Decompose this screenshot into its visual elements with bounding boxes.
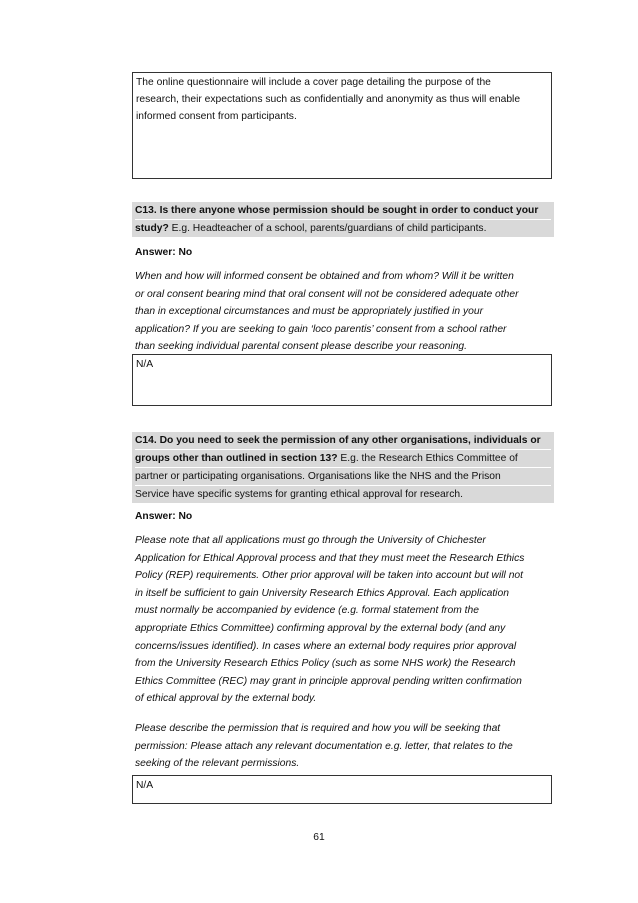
c14-note-line: of ethical approval by the external body.	[135, 693, 317, 705]
c14-note-line: Policy (REP) requirements. Other prior approval will be taken into account but will not	[135, 570, 524, 582]
c13-heading-example: E.g. Headteacher of a school, parents/guardians of child participants.	[168, 223, 487, 234]
box1-line: informed consent from participants.	[136, 111, 297, 122]
c14-note-line: must normally be accompanied by evidence (e.g. formal statement from the	[135, 605, 479, 617]
c14-note-line: from the University Research Ethics Policy (such as some NHS work) the Research	[135, 658, 516, 670]
c14-describe-line: permission: Please attach any relevant documentation e.g. letter, that relates to the	[135, 740, 513, 752]
c13-instruction-line: than in exceptional circumstances and must be appropriately justified in your	[135, 306, 483, 318]
c13-response-box	[132, 354, 552, 406]
c14-note-line: Please note that all applications must go through the University of Chichester	[135, 535, 486, 546]
c14-note-line: Application for Ethical Approval process and that they must meet the Research Ethics	[135, 552, 525, 564]
c14-note-line: appropriate Ethics Committee) confirming approval by the external body (and any	[135, 622, 506, 634]
c13-heading-line1: C13. Is there anyone whose permission should be sought in order to conduct your	[135, 205, 539, 216]
c14-note-line: concerns/issues identified). In cases where an external body requires prior approval	[135, 640, 517, 652]
box1-line: research, their expectations such as confidentially and anonymity as thus will enable	[136, 94, 521, 105]
c14-response-text: N/A	[136, 780, 154, 791]
box1-line: The online questionnaire will include a cover page detailing the purpose of the	[136, 77, 491, 88]
c13-answer: Answer: No	[135, 247, 193, 258]
c13-instructions	[135, 268, 555, 356]
c13-instruction-line: or oral consent bearing mind that oral consent will not be considered adequate other	[135, 288, 519, 300]
c13-instruction-line: than seeking individual parental consent please describe your reasoning.	[135, 341, 468, 353]
c13-instruction-line: When and how will informed consent be obtained and from whom? Will it be written	[135, 271, 514, 282]
c14-note-line: Ethics Committee (REC) may grant in principle approval pending written confirmation	[135, 675, 522, 687]
c13-instruction-line: application? If you are seeking to gain ‘loco parentis’ consent from a school rather	[135, 323, 507, 335]
c14-heading-line1: C14. Do you need to seek the permission of any other organisations, individuals or	[135, 435, 541, 446]
c14-note	[135, 532, 555, 708]
c14-heading-line3: partner or participating organisations. Organisations like the NHS and the Prison	[135, 467, 551, 485]
c14-describe-line: seeking of the relevant permissions.	[135, 758, 300, 770]
c14-response-box	[132, 775, 552, 804]
page-number: 61	[313, 832, 325, 843]
c13-heading	[132, 202, 554, 237]
c14-heading-example: E.g. the Research Ethics Committee of	[337, 453, 518, 464]
c14-answer: Answer: No	[135, 511, 193, 522]
c13-response-text: N/A	[136, 359, 154, 370]
consent-text-box	[132, 72, 552, 179]
c14-describe	[135, 720, 555, 773]
c14-describe-line: Please describe the permission that is required and how you will be seeking that	[135, 723, 501, 734]
c14-heading-line4: Service have specific systems for granting ethical approval for research.	[135, 485, 551, 503]
c14-note-line: in itself be sufficient to gain University Research Ethics Approval. Each application	[135, 587, 509, 599]
c14-heading-groups: groups other than outlined in section 13?	[135, 453, 338, 464]
c14-heading	[132, 432, 554, 503]
c13-heading-study: study?	[135, 223, 169, 234]
